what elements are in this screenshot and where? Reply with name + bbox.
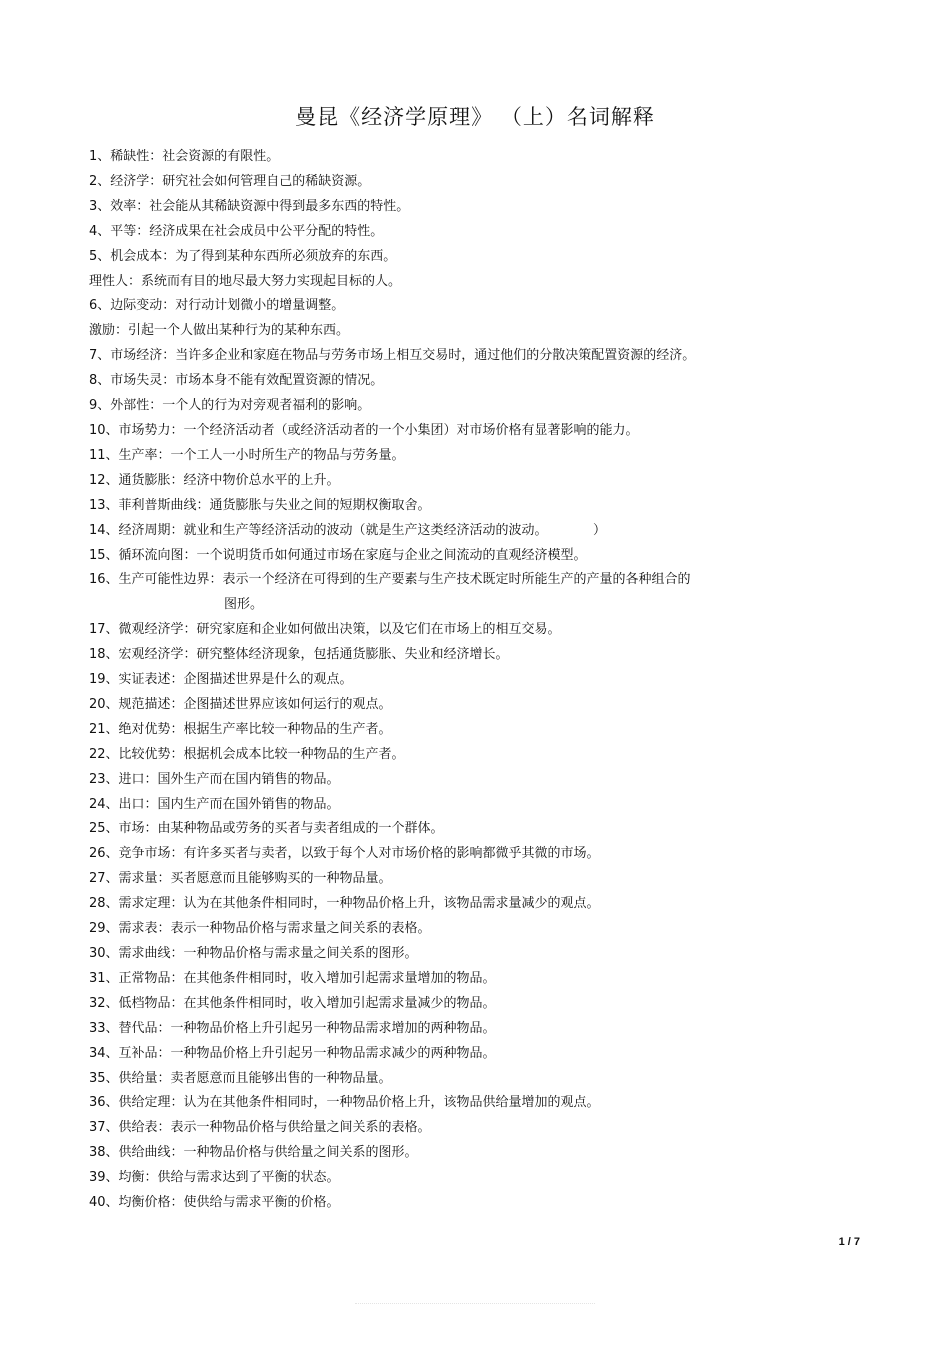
glossary-entry-text: 32、低档物品：在其他条件相同时，收入增加引起需求量减少的物品。: [89, 995, 496, 1011]
glossary-entry-text: 33、替代品：一种物品价格上升引起另一种物品需求增加的两种物品。: [89, 1020, 496, 1036]
glossary-entry-text: 12、通货膨胀：经济中物价总水平的上升。: [89, 472, 340, 488]
glossary-entry-text: 25、市场：由某种物品或劳务的买者与卖者组成的一个群体。: [89, 821, 444, 837]
glossary-entry-text: 5、机会成本：为了得到某种东西所必须放弃的东西。: [89, 248, 397, 264]
glossary-entry-text: 15、循环流向图：一个说明货币如何通过市场在家庭与企业之间流动的直观经济模型。: [89, 547, 587, 563]
glossary-entry: [89, 817, 849, 842]
glossary-entry: [89, 992, 849, 1017]
glossary-entry-text: 2、经济学：研究社会如何管理自己的稀缺资源。: [89, 173, 371, 189]
glossary-entry: [89, 643, 849, 668]
glossary-entry-text: 1、稀缺性：社会资源的有限性。: [89, 149, 280, 164]
glossary-entry-text: 理性人：系统而有目的地尽最大努力实现起目标的人。: [89, 273, 402, 289]
glossary-entry-text: 11、生产率：一个工人一小时所生产的物品与劳务量。: [89, 447, 405, 463]
glossary-entry-text: 13、菲利普斯曲线：通货膨胀与失业之间的短期权衡取舍。: [89, 497, 431, 513]
glossary-entry: [89, 1116, 849, 1141]
glossary-entry: [89, 170, 849, 195]
footer-divider: [355, 1303, 595, 1306]
glossary-entry: [89, 793, 849, 818]
glossary-entry-text: 31、正常物品：在其他条件相同时，收入增加引起需求量增加的物品。: [89, 970, 496, 986]
glossary-entry: [89, 469, 849, 494]
glossary-entry: [89, 842, 849, 867]
glossary-entry: [89, 1042, 849, 1067]
glossary-entry: [89, 718, 849, 743]
glossary-entry: [89, 618, 849, 643]
glossary-entry: [89, 319, 849, 344]
glossary-entry: [89, 967, 849, 992]
glossary-entry: [89, 394, 849, 419]
glossary-entry-text: 激励：引起一个人做出某种行为的某种东西。: [89, 323, 350, 339]
glossary-entry-text: 29、需求表：表示一种物品价格与需求量之间关系的表格。: [89, 921, 431, 937]
glossary-entry: [89, 1141, 849, 1166]
glossary-entry-text: 40、均衡价格：使供给与需求平衡的价格。: [89, 1195, 340, 1211]
glossary-entry: [89, 1091, 849, 1116]
glossary-entry-text: 27、需求量：买者愿意而且能够购买的一种物品量。: [89, 871, 392, 887]
glossary-entry: [89, 942, 849, 967]
glossary-entry: [89, 693, 849, 718]
glossary-entry-text: 4、平等：经济成果在社会成员中公平分配的特性。: [89, 223, 384, 239]
glossary-entry: [89, 568, 849, 618]
glossary-entry: [89, 1067, 849, 1092]
glossary-entry-text: 35、供给量：卖者愿意而且能够出售的一种物品量。: [89, 1070, 392, 1086]
glossary-entry-text: 34、互补品：一种物品价格上升引起另一种物品需求减少的两种物品。: [89, 1045, 496, 1061]
glossary-entry: [89, 917, 849, 942]
glossary-entry-text: 9、外部性：一个人的行为对旁观者福利的影响。: [89, 398, 371, 414]
glossary-entry-continuation: 图形。: [224, 597, 264, 613]
glossary-entry-text: 14、经济周期：就业和生产等经济活动的波动（就是生产这类经济活动的波动。 ）: [89, 522, 607, 538]
glossary-entry-text: 10、市场势力：一个经济活动者（或经济活动者的一个小集团）对市场价格有显著影响的能力。: [89, 422, 639, 438]
glossary-entry-text: 16、生产可能性边界：表示一个经济在可得到的生产要素与生产技术既定时所能生产的产量的各种组合的: [89, 572, 691, 588]
glossary-entry-text: 8、市场失灵：市场本身不能有效配置资源的情况。: [89, 373, 384, 389]
glossary-entry-text: 22、比较优势：根据机会成本比较一种物品的生产者。: [89, 746, 405, 762]
glossary-entry-text: 7、市场经济：当许多企业和家庭在物品与劳务市场上相互交易时，通过他们的分散决策配置资源的经济。: [89, 348, 696, 364]
glossary-entry-text: 21、绝对优势：根据生产率比较一种物品的生产者。: [89, 721, 392, 737]
glossary-entry-text: 23、进口：国外生产而在国内销售的物品。: [89, 771, 340, 787]
glossary-entry: [89, 344, 849, 369]
glossary-entry: [89, 195, 849, 220]
glossary-entry: [89, 668, 849, 693]
glossary-entry: [89, 220, 849, 245]
glossary-entry: [89, 519, 849, 544]
glossary-entry: [89, 369, 849, 394]
glossary-entry-text: 37、供给表：表示一种物品价格与供给量之间关系的表格。: [89, 1120, 431, 1136]
glossary-entry-text: 6、边际变动：对行动计划微小的增量调整。: [89, 298, 345, 314]
glossary-entry: [89, 768, 849, 793]
glossary-entry-text: 20、规范描述：企图描述世界应该如何运行的观点。: [89, 696, 392, 712]
glossary-entry: [89, 1166, 849, 1191]
glossary-entry-text: 39、均衡：供给与需求达到了平衡的状态。: [89, 1170, 340, 1186]
glossary-entry: [89, 494, 849, 519]
glossary-entry-text: 24、出口：国内生产而在国外销售的物品。: [89, 796, 340, 812]
page-number: 1 / 7: [838, 1236, 860, 1248]
glossary-entry-text: 17、微观经济学：研究家庭和企业如何做出决策，以及它们在市场上的相互交易。: [89, 622, 561, 638]
glossary-entry-text: 26、竞争市场：有许多买者与卖者，以致于每个人对市场价格的影响都微乎其微的市场。: [89, 846, 600, 862]
glossary-entry-text: 18、宏观经济学：研究整体经济现象，包括通货膨胀、失业和经济增长。: [89, 647, 509, 663]
glossary-entry-text: 38、供给曲线：一种物品价格与供给量之间关系的图形。: [89, 1145, 418, 1161]
glossary-entry: [89, 867, 849, 892]
glossary-entry: [89, 145, 849, 170]
glossary-entry: [89, 1017, 849, 1042]
glossary-entry-text: 36、供给定理：认为在其他条件相同时，一种物品价格上升，该物品供给量增加的观点。: [89, 1095, 600, 1111]
glossary-entry-text: 19、实证表述：企图描述世界是什么的观点。: [89, 672, 353, 688]
glossary-entry: [89, 743, 849, 768]
glossary-entry: [89, 419, 849, 444]
glossary-entry-text: 28、需求定理：认为在其他条件相同时，一种物品价格上升，该物品需求量减少的观点。: [89, 896, 600, 912]
document-title: 曼昆《经济学原理》 （上）名词解释: [295, 105, 655, 129]
glossary-entry: [89, 444, 849, 469]
glossary-entry-text: 30、需求曲线：一种物品价格与需求量之间关系的图形。: [89, 946, 418, 961]
glossary-entry: [89, 892, 849, 917]
glossary-entry: [89, 245, 849, 270]
glossary-entry: [89, 544, 849, 569]
glossary-entry: [89, 270, 849, 295]
glossary-entry: [89, 1191, 849, 1216]
glossary-entry-text: 3、效率：社会能从其稀缺资源中得到最多东西的特性。: [89, 198, 410, 214]
glossary-list: [89, 145, 849, 1216]
glossary-entry: [89, 294, 849, 319]
